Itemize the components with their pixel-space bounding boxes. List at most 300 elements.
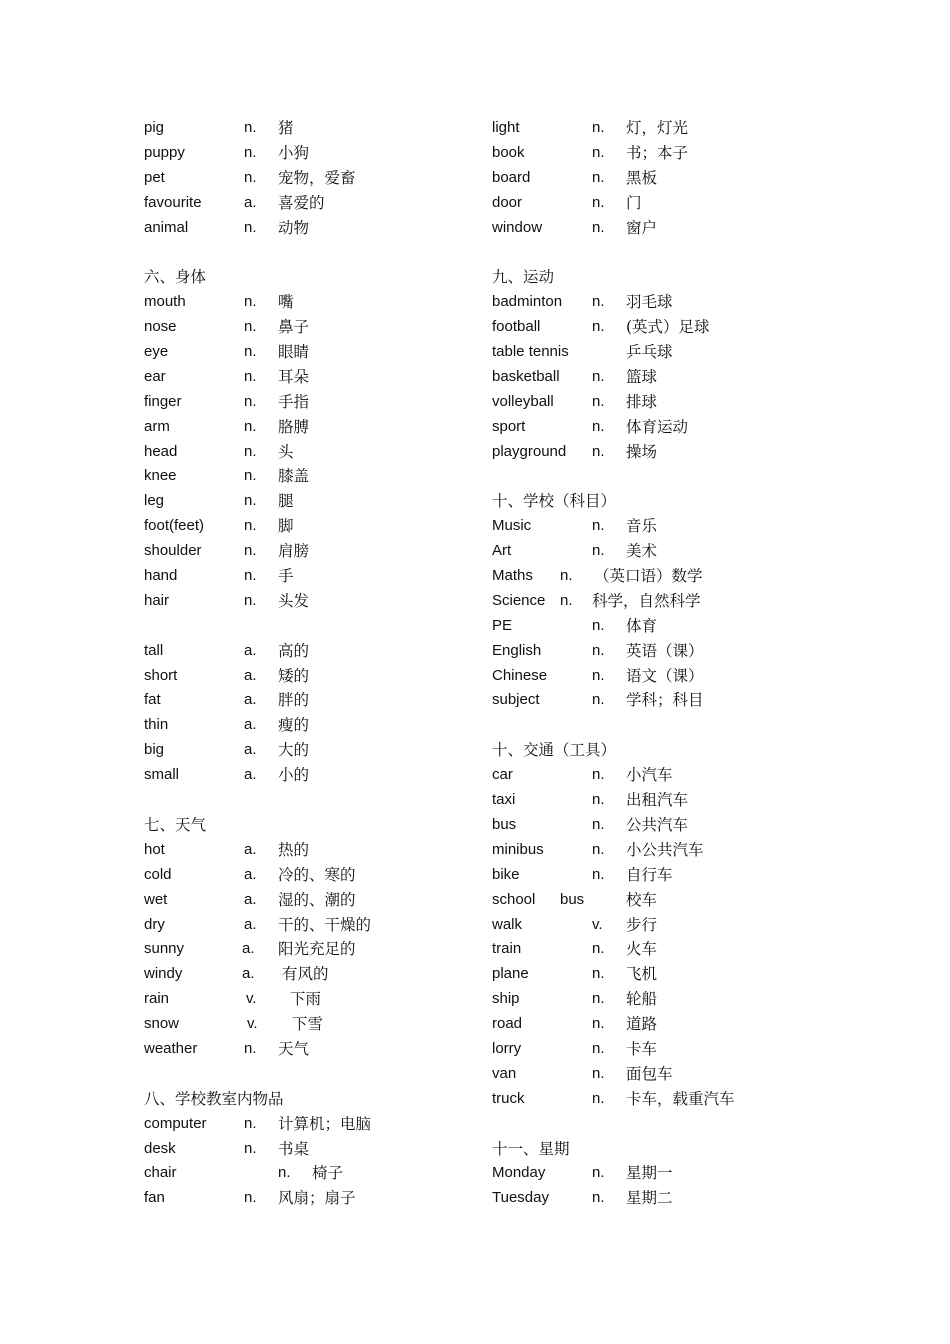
vocab-row — [144, 514, 474, 539]
vocab-row — [492, 191, 812, 216]
word: cold — [144, 865, 172, 883]
vocab-row — [144, 1112, 474, 1137]
vocab-row — [144, 539, 474, 564]
section-heading: 六、身体 — [144, 268, 207, 287]
word: plane — [492, 965, 529, 983]
meaning: 胖的 — [278, 691, 310, 710]
part-of-speech: n. — [592, 766, 605, 784]
word: lorry — [492, 1039, 522, 1057]
word: table tennis — [492, 343, 569, 361]
word: hot — [144, 840, 165, 858]
word: ship — [492, 990, 520, 1008]
left-column — [144, 116, 474, 1211]
part-of-speech: n. — [244, 517, 257, 535]
vocab-row — [144, 738, 474, 763]
word: truck — [492, 1089, 525, 1107]
word: English — [492, 641, 542, 659]
part-of-speech: n. — [244, 1039, 257, 1057]
part-of-speech: n. — [244, 1114, 257, 1132]
vocab-row — [144, 415, 474, 440]
part-of-speech: n. — [560, 567, 573, 585]
spacer — [492, 464, 812, 489]
part-of-speech: n. — [592, 641, 605, 659]
meaning: 星期一 — [626, 1164, 673, 1183]
meaning: 下雨 — [290, 990, 322, 1009]
vocab-row — [144, 913, 474, 938]
part-of-speech: n. — [244, 367, 257, 385]
vocab-row — [144, 464, 474, 489]
vocab-row — [492, 888, 812, 913]
vocab-row — [144, 1037, 474, 1062]
vocab-row — [144, 440, 474, 465]
part-of-speech: n. — [244, 318, 257, 336]
meaning: 飞机 — [626, 965, 658, 984]
meaning: 下雪 — [292, 1015, 324, 1034]
word: Science — [492, 591, 546, 609]
meaning: 自行车 — [626, 865, 673, 884]
meaning: 小狗 — [278, 143, 310, 162]
word: pig — [144, 119, 165, 136]
meaning: 星期二 — [626, 1189, 673, 1208]
vocab-row — [492, 1186, 812, 1211]
part-of-speech: n. — [592, 1064, 605, 1082]
meaning: 羽毛球 — [626, 293, 673, 312]
vocab-row — [492, 639, 812, 664]
meaning: 门 — [626, 193, 642, 212]
vocab-row — [492, 813, 812, 838]
vocab-row — [144, 1161, 474, 1186]
part-of-speech: a. — [244, 691, 257, 709]
part-of-speech: n. — [592, 318, 605, 336]
meaning: 鼻子 — [278, 318, 310, 337]
meaning: 书；本子 — [626, 143, 689, 162]
word: badminton — [492, 293, 563, 311]
meaning: 面包车 — [626, 1064, 673, 1083]
meaning: 小公共汽车 — [626, 840, 704, 859]
word: window — [492, 218, 543, 236]
part-of-speech: n. — [244, 293, 257, 311]
part-of-speech: a. — [244, 915, 257, 933]
vocab-row — [144, 116, 474, 141]
word: Music — [492, 517, 532, 535]
part-of-speech: n. — [592, 616, 605, 634]
word: thin — [144, 716, 169, 734]
vocab-row — [492, 1087, 812, 1112]
part-of-speech: n. — [244, 542, 257, 560]
vocab-row — [492, 1037, 812, 1062]
vocab-row — [144, 365, 474, 390]
part-of-speech: n. — [592, 1039, 605, 1057]
meaning: 热的 — [278, 840, 310, 859]
meaning: 语文（课） — [626, 666, 704, 685]
part-of-speech: n. — [244, 567, 257, 585]
spacer — [144, 240, 474, 265]
section-heading: 十、学校（科目） — [492, 492, 617, 511]
part-of-speech: a. — [242, 940, 255, 958]
word: leg — [144, 492, 165, 510]
word: weather — [144, 1039, 198, 1057]
vocab-row — [492, 365, 812, 390]
word: shoulder — [144, 542, 202, 560]
word: subject — [492, 691, 540, 709]
part-of-speech: n. — [592, 1164, 605, 1182]
part-of-speech: n. — [244, 1139, 257, 1157]
meaning: 大的 — [278, 741, 310, 760]
meaning: 干的、干燥的 — [278, 915, 372, 934]
word: head — [144, 442, 178, 460]
section-heading-subjects — [492, 489, 812, 514]
meaning: 卡车，载重汽车 — [626, 1089, 735, 1108]
part-of-speech: n. — [592, 691, 605, 709]
section-heading-weather — [144, 813, 474, 838]
section-heading: 十一、星期 — [492, 1139, 570, 1158]
word: Chinese — [492, 666, 548, 684]
meaning: 手 — [278, 567, 294, 586]
word: ear — [144, 367, 166, 385]
spacer — [144, 614, 474, 639]
part-of-speech: n. — [592, 1189, 605, 1207]
vocab-row — [144, 863, 474, 888]
word: football — [492, 318, 541, 336]
part-of-speech: n. — [592, 1089, 605, 1107]
word: Maths — [492, 567, 533, 585]
word: car — [492, 766, 513, 784]
vocab-row — [144, 340, 474, 365]
word: small — [144, 766, 180, 784]
part-of-speech: n. — [592, 517, 605, 535]
meaning: 火车 — [626, 940, 658, 959]
part-of-speech: n. — [592, 1015, 605, 1033]
part-of-speech: a. — [244, 890, 257, 908]
vocab-row — [492, 564, 812, 589]
part-of-speech: n. — [244, 1189, 257, 1207]
part-of-speech: a. — [244, 840, 257, 858]
word: foot(feet) — [144, 517, 205, 535]
meaning: 灯，灯光 — [626, 119, 689, 137]
vocab-row — [144, 639, 474, 664]
part-of-speech: n. — [592, 965, 605, 983]
vocab-row — [144, 987, 474, 1012]
part-of-speech: n. — [244, 143, 257, 161]
word: van — [492, 1064, 517, 1082]
word-second-part: bus — [560, 890, 585, 908]
meaning: 科学，自然科学 — [592, 591, 701, 610]
meaning: 体育运动 — [626, 417, 689, 436]
part-of-speech: n. — [592, 840, 605, 858]
vocab-row — [492, 116, 812, 141]
word: mouth — [144, 293, 186, 311]
vocab-row — [144, 390, 474, 415]
vocab-row — [144, 838, 474, 863]
meaning: 湿的、潮的 — [278, 890, 356, 909]
section-heading-sports — [492, 265, 812, 290]
meaning: 风扇；扇子 — [278, 1189, 356, 1208]
part-of-speech: a. — [244, 193, 257, 211]
section-heading: 十、交通（工具） — [492, 741, 617, 760]
vocab-row — [492, 1012, 812, 1037]
word: knee — [144, 467, 177, 485]
meaning: 操场 — [626, 442, 658, 461]
part-of-speech: n. — [592, 293, 605, 311]
meaning: 瘦的 — [278, 716, 310, 735]
meaning: 轮船 — [626, 990, 658, 1009]
word: taxi — [492, 791, 516, 809]
vocab-row — [492, 290, 812, 315]
part-of-speech: a. — [242, 965, 255, 983]
word: sunny — [144, 940, 185, 958]
part-of-speech: n. — [244, 392, 257, 410]
word: arm — [144, 417, 170, 435]
vocab-row — [492, 440, 812, 465]
part-of-speech: n. — [592, 442, 605, 460]
meaning: 头 — [278, 442, 294, 461]
vocab-row — [144, 589, 474, 614]
word: minibus — [492, 840, 544, 858]
vocab-row — [492, 141, 812, 166]
word: desk — [144, 1139, 176, 1157]
part-of-speech: n. — [244, 119, 257, 136]
part-of-speech: n. — [592, 119, 605, 136]
meaning: 篮球 — [626, 367, 658, 386]
meaning: 校车 — [626, 890, 658, 909]
word: big — [144, 741, 165, 759]
meaning: 小的 — [278, 766, 310, 785]
vocab-row — [144, 664, 474, 689]
word: pet — [144, 168, 165, 186]
word: walk — [492, 915, 523, 933]
vocab-row — [492, 415, 812, 440]
part-of-speech: v. — [247, 1015, 258, 1033]
word: computer — [144, 1114, 207, 1132]
part-of-speech: n. — [244, 467, 257, 485]
meaning: 阳光充足的 — [278, 940, 356, 959]
word: favourite — [144, 193, 202, 211]
meaning: 眼睛 — [278, 343, 310, 362]
part-of-speech: n. — [592, 990, 605, 1008]
word: snow — [144, 1015, 180, 1033]
part-of-speech: n. — [592, 417, 605, 435]
word: fan — [144, 1189, 165, 1207]
meaning: 椅子 — [312, 1164, 344, 1183]
section-heading-classroom — [144, 1087, 474, 1112]
meaning: 猪 — [278, 119, 294, 137]
word: volleyball — [492, 392, 554, 410]
section-heading-transport — [492, 738, 812, 763]
vocab-row — [492, 688, 812, 713]
meaning: 音乐 — [626, 517, 658, 536]
word: dry — [144, 915, 165, 933]
vocab-row — [144, 191, 474, 216]
meaning: 天气 — [278, 1039, 310, 1058]
meaning: 体育 — [626, 616, 658, 635]
spacer — [144, 1062, 474, 1087]
vocab-row — [492, 763, 812, 788]
word: wet — [144, 890, 168, 908]
word: board — [492, 168, 531, 186]
meaning: 动物 — [278, 218, 310, 237]
vocab-row — [492, 589, 812, 614]
vocab-row — [492, 390, 812, 415]
spacer — [492, 1112, 812, 1137]
word: short — [144, 666, 178, 684]
meaning: 道路 — [626, 1015, 658, 1034]
vocab-row — [492, 962, 812, 987]
part-of-speech: n. — [592, 815, 605, 833]
word: playground — [492, 442, 567, 460]
vocab-row — [144, 1186, 474, 1211]
spacer — [492, 240, 812, 265]
meaning: 有风的 — [282, 965, 329, 984]
part-of-speech: n. — [244, 442, 257, 460]
part-of-speech: n. — [592, 542, 605, 560]
part-of-speech: n. — [244, 492, 257, 510]
vocab-row — [144, 564, 474, 589]
vocab-row — [144, 713, 474, 738]
word: hand — [144, 567, 178, 585]
part-of-speech: n. — [592, 865, 605, 883]
vocab-row — [492, 514, 812, 539]
word: Tuesday — [492, 1189, 549, 1207]
meaning: 肩膀 — [278, 542, 310, 561]
part-of-speech: a. — [244, 741, 257, 759]
meaning: 冷的、寒的 — [278, 865, 356, 884]
meaning: 胳膊 — [278, 417, 310, 436]
meaning: 排球 — [626, 392, 658, 411]
part-of-speech: n. — [244, 168, 257, 186]
meaning: 矮的 — [278, 666, 310, 685]
meaning: 出租汽车 — [626, 791, 689, 810]
spacer — [492, 713, 812, 738]
vocab-row — [144, 489, 474, 514]
word: nose — [144, 318, 177, 336]
word: fat — [144, 691, 161, 709]
part-of-speech: n. — [592, 392, 605, 410]
word: book — [492, 143, 525, 161]
part-of-speech: n. — [244, 417, 257, 435]
part-of-speech: a. — [244, 641, 257, 659]
word: road — [492, 1015, 523, 1033]
word: door — [492, 193, 523, 211]
word: train — [492, 940, 522, 958]
meaning: 公共汽车 — [626, 815, 689, 834]
part-of-speech: v. — [246, 990, 257, 1008]
section-heading: 九、运动 — [492, 268, 555, 287]
part-of-speech: a. — [244, 716, 257, 734]
vocab-row — [492, 315, 812, 340]
part-of-speech: n. — [592, 168, 605, 186]
part-of-speech: n. — [592, 791, 605, 809]
part-of-speech: n. — [592, 193, 605, 211]
vocab-row — [492, 913, 812, 938]
word: puppy — [144, 143, 185, 161]
meaning: 小汽车 — [626, 766, 673, 785]
word: finger — [144, 392, 182, 410]
section-heading: 八、学校教室内物品 — [144, 1089, 284, 1108]
vocab-row — [144, 688, 474, 713]
word: tall — [144, 641, 164, 659]
meaning: 学科；科目 — [626, 691, 704, 710]
word: basketball — [492, 367, 560, 385]
part-of-speech: n. — [278, 1164, 291, 1182]
word: school — [492, 890, 536, 908]
vocab-row — [492, 1161, 812, 1186]
vocab-row — [144, 888, 474, 913]
vocab-row — [492, 340, 812, 365]
meaning: 腿 — [278, 492, 294, 511]
meaning: 书桌 — [278, 1139, 310, 1158]
section-heading: 七、天气 — [144, 815, 207, 834]
right-column — [492, 116, 812, 1211]
part-of-speech: a. — [244, 865, 257, 883]
word: eye — [144, 343, 169, 361]
part-of-speech: n. — [244, 343, 257, 361]
part-of-speech: n. — [592, 666, 605, 684]
word: windy — [144, 965, 183, 983]
vocab-row — [492, 838, 812, 863]
vocab-row — [144, 166, 474, 191]
word: chair — [144, 1164, 177, 1182]
meaning: 耳朵 — [278, 367, 310, 386]
meaning: 黑板 — [626, 168, 658, 187]
word: hair — [144, 591, 170, 609]
meaning: 喜爱的 — [278, 193, 325, 212]
section-heading-weekdays — [492, 1137, 812, 1162]
part-of-speech: n. — [244, 591, 257, 609]
vocab-row — [144, 962, 474, 987]
part-of-speech: n. — [244, 218, 257, 236]
vocab-row — [144, 141, 474, 166]
vocab-row — [144, 937, 474, 962]
vocab-row — [144, 216, 474, 241]
part-of-speech: n. — [560, 591, 573, 609]
part-of-speech: a. — [244, 766, 257, 784]
meaning: 嘴 — [278, 293, 294, 312]
vocab-row — [492, 664, 812, 689]
meaning: 高的 — [278, 641, 310, 660]
word: sport — [492, 417, 526, 435]
vocab-row — [492, 987, 812, 1012]
meaning: 头发 — [278, 591, 310, 610]
vocab-row — [492, 937, 812, 962]
meaning: 膝盖 — [278, 467, 310, 486]
spacer — [144, 788, 474, 813]
word: Monday — [492, 1164, 546, 1182]
part-of-speech: n. — [592, 143, 605, 161]
meaning: 美术 — [626, 542, 658, 561]
meaning: 脚 — [278, 517, 294, 536]
part-of-speech: n. — [592, 940, 605, 958]
meaning: 乒乓球 — [626, 343, 673, 362]
word: bike — [492, 865, 520, 883]
vocab-row — [492, 863, 812, 888]
meaning: 计算机；电脑 — [278, 1114, 372, 1133]
meaning: 步行 — [626, 915, 658, 934]
vocab-row — [492, 216, 812, 241]
word: bus — [492, 815, 517, 833]
vocab-row — [144, 1137, 474, 1162]
vocab-row — [492, 166, 812, 191]
vocab-row — [492, 1062, 812, 1087]
vocab-row — [492, 614, 812, 639]
vocab-row — [144, 1012, 474, 1037]
word: light — [492, 119, 520, 136]
meaning: (英式）足球 — [626, 318, 710, 337]
vocab-row — [144, 290, 474, 315]
vocab-row — [492, 539, 812, 564]
word: rain — [144, 990, 170, 1008]
meaning: 窗户 — [626, 218, 658, 237]
section-heading-body — [144, 265, 474, 290]
